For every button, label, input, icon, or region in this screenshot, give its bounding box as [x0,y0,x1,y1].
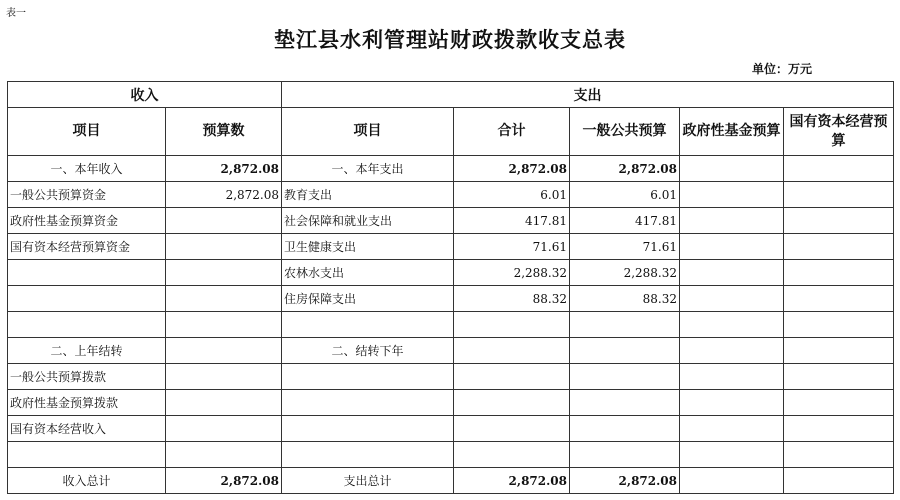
cell-in-item [8,312,166,338]
cell-in-val [166,338,282,364]
cell-in-item [8,442,166,468]
cell-fund [680,260,784,286]
cell-general: 88.32 [570,286,680,312]
cell-general [570,442,680,468]
cell-fund [680,182,784,208]
cell-fund [680,338,784,364]
table-row [8,260,894,286]
cell-total [454,364,570,390]
cell-state [784,156,894,182]
cell-total: 71.61 [454,234,570,260]
cell-in-item: 国有资本经营收入 [8,416,166,442]
col-total: 合计 [454,108,570,156]
cell-in-val [166,208,282,234]
cell-general: 6.01 [570,182,680,208]
cell-total: 417.81 [454,208,570,234]
cell-in-val [166,442,282,468]
cell-fund [680,364,784,390]
cell-out-item: 卫生健康支出 [282,234,454,260]
cell-in-item [8,286,166,312]
cell-total [454,338,570,364]
table-row [8,468,894,494]
cell-total [454,312,570,338]
cell-out-item: 社会保障和就业支出 [282,208,454,234]
cell-general [570,338,680,364]
cell-state [784,286,894,312]
cell-out-item: 二、结转下年 [282,338,454,364]
table-row [8,442,894,468]
cell-state [784,234,894,260]
col-income-budget: 预算数 [166,108,282,156]
table-row [8,364,894,390]
cell-out-item [282,312,454,338]
cell-in-val [166,234,282,260]
cell-out-item: 住房保障支出 [282,286,454,312]
cell-total [454,416,570,442]
cell-in-val [166,312,282,338]
cell-total: 2,872.08 [454,468,570,494]
cell-in-item: 国有资本经营预算资金 [8,234,166,260]
table-row [8,338,894,364]
cell-general [570,364,680,390]
cell-fund [680,286,784,312]
cell-state [784,468,894,494]
unit-label: 单位：万元 [752,62,813,76]
cell-state [784,260,894,286]
cell-fund [680,312,784,338]
cell-general [570,312,680,338]
cell-fund [680,442,784,468]
cell-fund [680,390,784,416]
cell-total [454,390,570,416]
cell-in-item: 政府性基金预算拨款 [8,390,166,416]
cell-out-item [282,416,454,442]
cell-in-val [166,364,282,390]
cell-in-val: 2,872.08 [166,468,282,494]
table-row [8,390,894,416]
cell-general: 2,872.08 [570,156,680,182]
cell-state [784,416,894,442]
cell-in-item: 二、上年结转 [8,338,166,364]
cell-fund [680,156,784,182]
table-row [8,156,894,182]
cell-state [784,208,894,234]
cell-out-item [282,364,454,390]
cell-general: 417.81 [570,208,680,234]
cell-in-val: 2,872.08 [166,182,282,208]
cell-total: 88.32 [454,286,570,312]
col-state: 国有资本经营预算 [784,108,894,156]
budget-table [7,81,894,494]
cell-total [454,442,570,468]
table-row [8,312,894,338]
income-header: 收入 [8,82,282,108]
cell-general: 2,872.08 [570,468,680,494]
cell-state [784,364,894,390]
cell-state [784,312,894,338]
cell-out-item: 教育支出 [282,182,454,208]
table-row [8,182,894,208]
cell-in-val [166,390,282,416]
cell-total: 2,872.08 [454,156,570,182]
col-general: 一般公共预算 [570,108,680,156]
cell-state [784,182,894,208]
cell-out-item: 农林水支出 [282,260,454,286]
cell-state [784,442,894,468]
cell-in-val [166,260,282,286]
cell-total: 6.01 [454,182,570,208]
cell-general [570,390,680,416]
cell-state [784,390,894,416]
cell-in-item: 收入总计 [8,468,166,494]
cell-out-item: 支出总计 [282,468,454,494]
table-row [8,234,894,260]
cell-fund [680,416,784,442]
cell-out-item [282,390,454,416]
cell-out-item [282,442,454,468]
cell-in-item: 一、本年收入 [8,156,166,182]
cell-in-item: 一般公共预算资金 [8,182,166,208]
cell-general: 71.61 [570,234,680,260]
cell-in-item: 政府性基金预算资金 [8,208,166,234]
col-expense-item: 项目 [282,108,454,156]
cell-general: 2,288.32 [570,260,680,286]
cell-fund [680,208,784,234]
cell-in-val [166,286,282,312]
cell-in-val [166,416,282,442]
cell-fund [680,468,784,494]
cell-state [784,338,894,364]
col-income-item: 项目 [8,108,166,156]
expense-header: 支出 [282,82,894,108]
table-row [8,208,894,234]
cell-in-val: 2,872.08 [166,156,282,182]
cell-total: 2,288.32 [454,260,570,286]
cell-fund [680,234,784,260]
page-title: 垫江县水利管理站财政拨款收支总表 [274,27,626,52]
cell-in-item: 一般公共预算拨款 [8,364,166,390]
cell-general [570,416,680,442]
table-number: 表一 [6,8,26,19]
table-row [8,286,894,312]
cell-out-item: 一、本年支出 [282,156,454,182]
col-fund: 政府性基金预算 [680,108,784,156]
cell-in-item [8,260,166,286]
table-row [8,416,894,442]
